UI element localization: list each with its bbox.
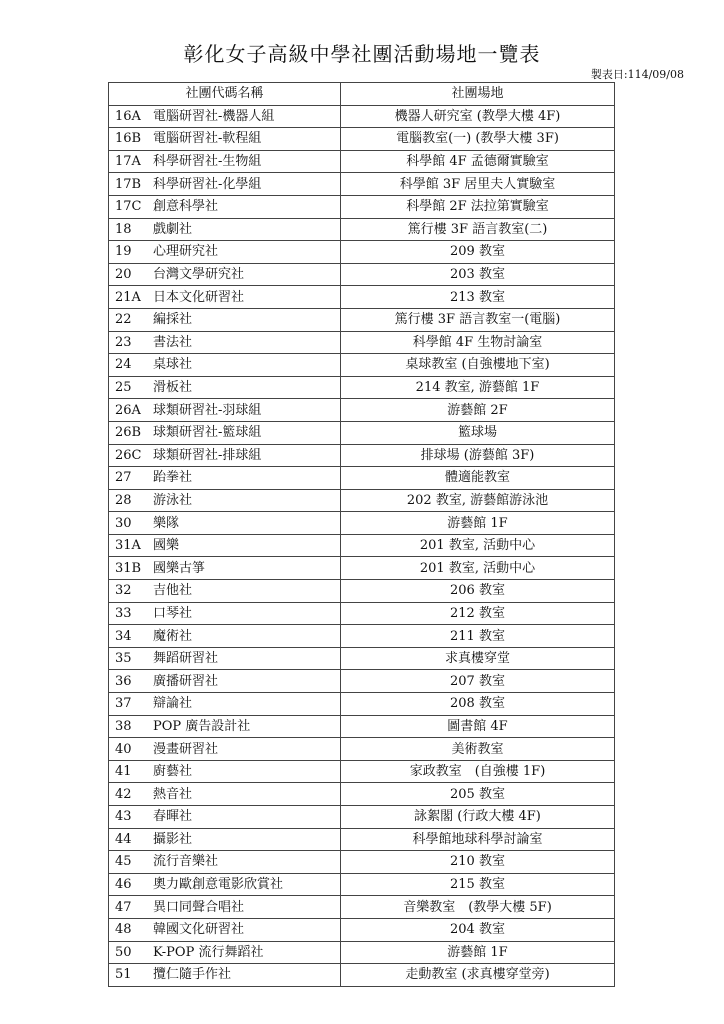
club-venue: 202 教室, 游藝館游泳池: [341, 489, 615, 512]
table-row: [109, 896, 615, 919]
table-row: [109, 331, 615, 354]
club-cell: [109, 602, 341, 625]
club-venue: 科學館 2F 法拉第實驗室: [341, 195, 615, 218]
club-code: 45: [115, 854, 132, 870]
club-venue: 機器人研究室 (教學大樓 4F): [341, 105, 615, 128]
club-cell: [109, 783, 341, 806]
table-row: [109, 534, 615, 557]
club-venue: 科學館 4F 孟德爾實驗室: [341, 150, 615, 173]
club-code: 33: [115, 605, 132, 621]
club-venue: 音樂教室 (教學大樓 5F): [341, 896, 615, 919]
header-venue: 社團場地: [341, 83, 615, 106]
club-cell: [109, 625, 341, 648]
club-cell: [109, 557, 341, 580]
table-row: [109, 286, 615, 309]
club-name: 口琴社: [153, 605, 193, 621]
club-name: 奧力歐創意電影欣賞社: [153, 877, 284, 893]
club-venue: 走動教室 (求真樓穿堂旁): [341, 964, 615, 987]
table-row: [109, 851, 615, 874]
table-row: [109, 489, 615, 512]
club-cell: [109, 195, 341, 218]
table-row: [109, 512, 615, 535]
table-row: [109, 828, 615, 851]
club-cell: [109, 647, 341, 670]
club-venue: 205 教室: [341, 783, 615, 806]
club-name: K-POP 流行舞蹈社: [153, 944, 264, 960]
club-name: 辯論社: [153, 696, 193, 712]
table-row: [109, 421, 615, 444]
club-venue: 游藝館 1F: [341, 512, 615, 535]
club-cell: [109, 399, 341, 422]
table-row: [109, 670, 615, 693]
table-row: [109, 173, 615, 196]
club-code: 21A: [115, 289, 141, 305]
club-venue: 游藝館 2F: [341, 399, 615, 422]
club-venue: 科學館 4F 生物討論室: [341, 331, 615, 354]
club-cell: [109, 331, 341, 354]
club-code: 41: [115, 764, 132, 780]
club-venue: 209 教室: [341, 241, 615, 264]
table-row: [109, 715, 615, 738]
club-venue: 201 教室, 活動中心: [341, 534, 615, 557]
club-cell: [109, 896, 341, 919]
club-cell: [109, 964, 341, 987]
table-row: [109, 873, 615, 896]
club-code: 23: [115, 334, 132, 350]
club-venue: 游藝館 1F: [341, 941, 615, 964]
table-header-row: [109, 83, 615, 106]
club-cell: [109, 715, 341, 738]
club-name: 游泳社: [153, 492, 193, 508]
club-name: 書法社: [153, 334, 193, 350]
club-cell: [109, 241, 341, 264]
club-name: 國樂古箏: [153, 560, 206, 576]
club-cell: [109, 873, 341, 896]
club-cell: [109, 308, 341, 331]
club-cell: [109, 444, 341, 467]
club-name: 國樂: [153, 538, 180, 554]
table-row: [109, 647, 615, 670]
club-name: 戲劇社: [153, 221, 193, 237]
club-venue: 203 教室: [341, 263, 615, 286]
club-cell: [109, 218, 341, 241]
club-venue: 家政教室 (自強樓 1F): [341, 760, 615, 783]
table-row: [109, 783, 615, 806]
table-row: [109, 964, 615, 987]
club-name: 流行音樂社: [153, 854, 219, 870]
club-cell: [109, 467, 341, 490]
club-cell: [109, 580, 341, 603]
club-cell: [109, 941, 341, 964]
club-name: 科學研習社-化學組: [153, 176, 262, 192]
table-row: [109, 354, 615, 377]
table-row: [109, 444, 615, 467]
club-name: 球類研習社-排球組: [153, 447, 262, 463]
club-code: 46: [115, 877, 132, 893]
club-name: 桌球社: [153, 357, 193, 373]
page-title: 彰化女子高級中學社團活動場地一覽表: [183, 42, 541, 66]
club-cell: [109, 128, 341, 151]
club-cell: [109, 354, 341, 377]
club-code: 40: [115, 741, 132, 757]
table-row: [109, 376, 615, 399]
club-name: 科學研習社-生物組: [153, 154, 262, 170]
club-name: 異口同聲合唱社: [153, 899, 245, 915]
table-row: [109, 467, 615, 490]
club-name: 球類研習社-籃球組: [153, 425, 262, 441]
table-body: [109, 105, 615, 986]
club-code: 36: [115, 673, 132, 689]
club-venue: 210 教室: [341, 851, 615, 874]
club-code: 38: [115, 718, 132, 734]
club-cell: [109, 760, 341, 783]
club-code: 28: [115, 492, 132, 508]
club-code: 17B: [115, 176, 142, 192]
club-cell: [109, 286, 341, 309]
club-code: 24: [115, 357, 132, 373]
club-code: 48: [115, 922, 132, 938]
club-venue: 排球場 (游藝館 3F): [341, 444, 615, 467]
club-venue: 204 教室: [341, 918, 615, 941]
table-row: [109, 105, 615, 128]
club-name: 魔術社: [153, 628, 193, 644]
table-row: [109, 625, 615, 648]
club-name: POP 廣告設計社: [153, 718, 251, 734]
club-code: 16B: [115, 131, 142, 147]
table-row: [109, 580, 615, 603]
table-row: [109, 399, 615, 422]
club-code: 47: [115, 899, 132, 915]
club-venue: 篤行樓 3F 語言教室(二): [341, 218, 615, 241]
table-row: [109, 241, 615, 264]
club-cell: [109, 489, 341, 512]
club-name: 春暉社: [153, 809, 193, 825]
club-cell: [109, 806, 341, 829]
club-cell: [109, 150, 341, 173]
club-code: 34: [115, 628, 132, 644]
club-code: 30: [115, 515, 132, 531]
club-code: 18: [115, 221, 132, 237]
table-row: [109, 195, 615, 218]
club-venue: 詠絮閣 (行政大樓 4F): [341, 806, 615, 829]
club-venue: 電腦教室(一) (教學大樓 3F): [341, 128, 615, 151]
club-code: 17C: [115, 199, 142, 215]
table-row: [109, 806, 615, 829]
club-name: 編採社: [153, 312, 193, 328]
club-code: 20: [115, 267, 132, 283]
club-name: 漫畫研習社: [153, 741, 219, 757]
club-name: 電腦研習社-軟程組: [153, 131, 262, 147]
club-name: 攬仁隨手作社: [153, 967, 232, 983]
club-code: 43: [115, 809, 132, 825]
club-venue: 篤行樓 3F 語言教室一(電腦): [341, 308, 615, 331]
club-venue: 201 教室, 活動中心: [341, 557, 615, 580]
club-venue: 206 教室: [341, 580, 615, 603]
club-code: 17A: [115, 154, 141, 170]
club-venue-table: [108, 82, 615, 987]
club-venue: 213 教室: [341, 286, 615, 309]
club-code: 51: [115, 967, 132, 983]
club-name: 廣播研習社: [153, 673, 219, 689]
table-row: [109, 308, 615, 331]
club-cell: [109, 263, 341, 286]
table-row: [109, 263, 615, 286]
club-name: 樂隊: [153, 515, 180, 531]
club-venue: 208 教室: [341, 693, 615, 716]
club-name: 滑板社: [153, 380, 193, 396]
club-name: 熱音社: [153, 786, 193, 802]
club-venue: 圖書館 4F: [341, 715, 615, 738]
club-name: 攝影社: [153, 831, 193, 847]
club-cell: [109, 376, 341, 399]
table-row: [109, 218, 615, 241]
club-code: 50: [115, 944, 132, 960]
table-row: [109, 760, 615, 783]
club-venue: 212 教室: [341, 602, 615, 625]
club-venue: 美術教室: [341, 738, 615, 761]
club-venue: 215 教室: [341, 873, 615, 896]
club-code: 32: [115, 583, 132, 599]
club-venue: 求真樓穿堂: [341, 647, 615, 670]
club-name: 廚藝社: [153, 764, 193, 780]
club-code: 16A: [115, 108, 141, 124]
club-code: 26C: [115, 447, 142, 463]
club-name: 舞蹈研習社: [153, 651, 219, 667]
club-name: 球類研習社-羽球組: [153, 402, 262, 418]
club-name: 韓國文化研習社: [153, 922, 245, 938]
print-date: 製表日:114/09/08: [590, 68, 684, 81]
club-cell: [109, 421, 341, 444]
table-row: [109, 128, 615, 151]
club-cell: [109, 918, 341, 941]
club-venue: 207 教室: [341, 670, 615, 693]
club-code: 37: [115, 696, 132, 712]
table-row: [109, 693, 615, 716]
table-row: [109, 150, 615, 173]
club-cell: [109, 693, 341, 716]
club-venue: 體適能教室: [341, 467, 615, 490]
club-code: 26A: [115, 402, 141, 418]
table-row: [109, 941, 615, 964]
club-cell: [109, 851, 341, 874]
club-name: 創意科學社: [153, 199, 219, 215]
club-code: 25: [115, 380, 132, 396]
table-row: [109, 602, 615, 625]
club-cell: [109, 512, 341, 535]
club-code: 44: [115, 831, 132, 847]
club-venue: 籃球場: [341, 421, 615, 444]
club-code: 19: [115, 244, 132, 260]
club-code: 31A: [115, 538, 141, 554]
club-venue: 桌球教室 (自強樓地下室): [341, 354, 615, 377]
club-cell: [109, 105, 341, 128]
club-venue: 科學館地球科學討論室: [341, 828, 615, 851]
club-venue: 科學館 3F 居里夫人實驗室: [341, 173, 615, 196]
header-club-name: 社團代碼名稱: [109, 83, 341, 106]
club-cell: [109, 173, 341, 196]
club-cell: [109, 534, 341, 557]
club-cell: [109, 670, 341, 693]
club-code: 35: [115, 651, 132, 667]
club-name: 心理研究社: [153, 244, 219, 260]
club-name: 日本文化研習社: [153, 289, 245, 305]
table-row: [109, 738, 615, 761]
club-name: 跆拳社: [153, 470, 193, 486]
club-venue: 214 教室, 游藝館 1F: [341, 376, 615, 399]
club-code: 22: [115, 312, 132, 328]
club-code: 31B: [115, 560, 142, 576]
club-code: 26B: [115, 425, 142, 441]
table-row: [109, 918, 615, 941]
club-name: 電腦研習社-機器人組: [153, 108, 275, 124]
club-name: 吉他社: [153, 583, 193, 599]
club-cell: [109, 738, 341, 761]
club-cell: [109, 828, 341, 851]
table-row: [109, 557, 615, 580]
club-code: 27: [115, 470, 132, 486]
club-name: 台灣文學研究社: [153, 267, 245, 283]
club-code: 42: [115, 786, 132, 802]
club-venue: 211 教室: [341, 625, 615, 648]
